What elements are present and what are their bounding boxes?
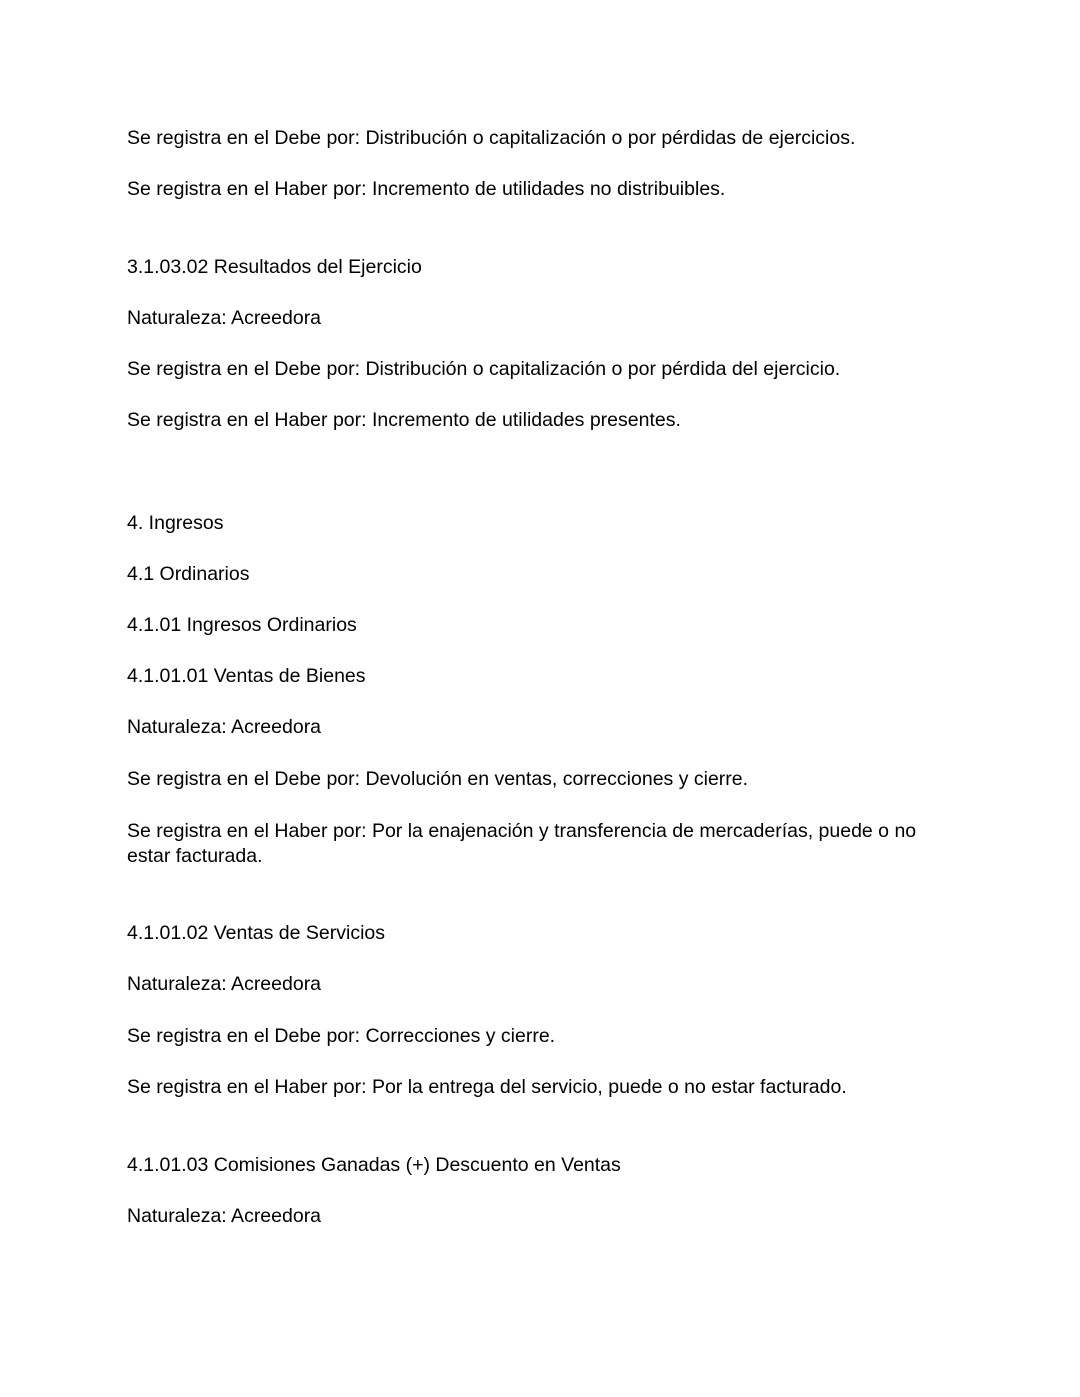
text-line: 4.1.01.02 Ventas de Servicios (127, 922, 386, 944)
text-line: estar facturada. (127, 845, 263, 867)
text-line: 4. Ingresos (127, 512, 224, 534)
text-line: Se registra en el Haber por: Incremento de utilidades presentes. (127, 409, 681, 431)
text-line: 4.1.01.01 Ventas de Bienes (127, 665, 366, 687)
text-line: Naturaleza: Acreedora (127, 307, 322, 329)
text-line: Se registra en el Debe por: Distribución o capitalización o por pérdidas de ejercicios. (127, 127, 856, 149)
text-line: Se registra en el Debe por: Correcciones y cierre. (127, 1025, 556, 1047)
text-line: Naturaleza: Acreedora (127, 716, 322, 738)
text-line: 4.1.01.03 Comisiones Ganadas (+) Descuento en Ventas (127, 1154, 621, 1176)
text-line: Naturaleza: Acreedora (127, 973, 322, 995)
text-line: 4.1 Ordinarios (127, 563, 250, 585)
text-line: 4.1.01 Ingresos Ordinarios (127, 614, 357, 636)
text-line: 3.1.03.02 Resultados del Ejercicio (127, 256, 422, 278)
text-line: Naturaleza: Acreedora (127, 1205, 322, 1227)
text-line: Se registra en el Haber por: Incremento de utilidades no distribuibles. (127, 178, 726, 200)
text-line: Se registra en el Haber por: Por la entrega del servicio, puede o no estar facturado. (127, 1076, 847, 1098)
text-line: Se registra en el Debe por: Distribución o capitalización o por pérdida del ejercicio. (127, 358, 841, 380)
text-line: Se registra en el Debe por: Devolución en ventas, correcciones y cierre. (127, 768, 749, 790)
text-line: Se registra en el Haber por: Por la enajenación y transferencia de mercaderías, puede o no (127, 820, 917, 842)
